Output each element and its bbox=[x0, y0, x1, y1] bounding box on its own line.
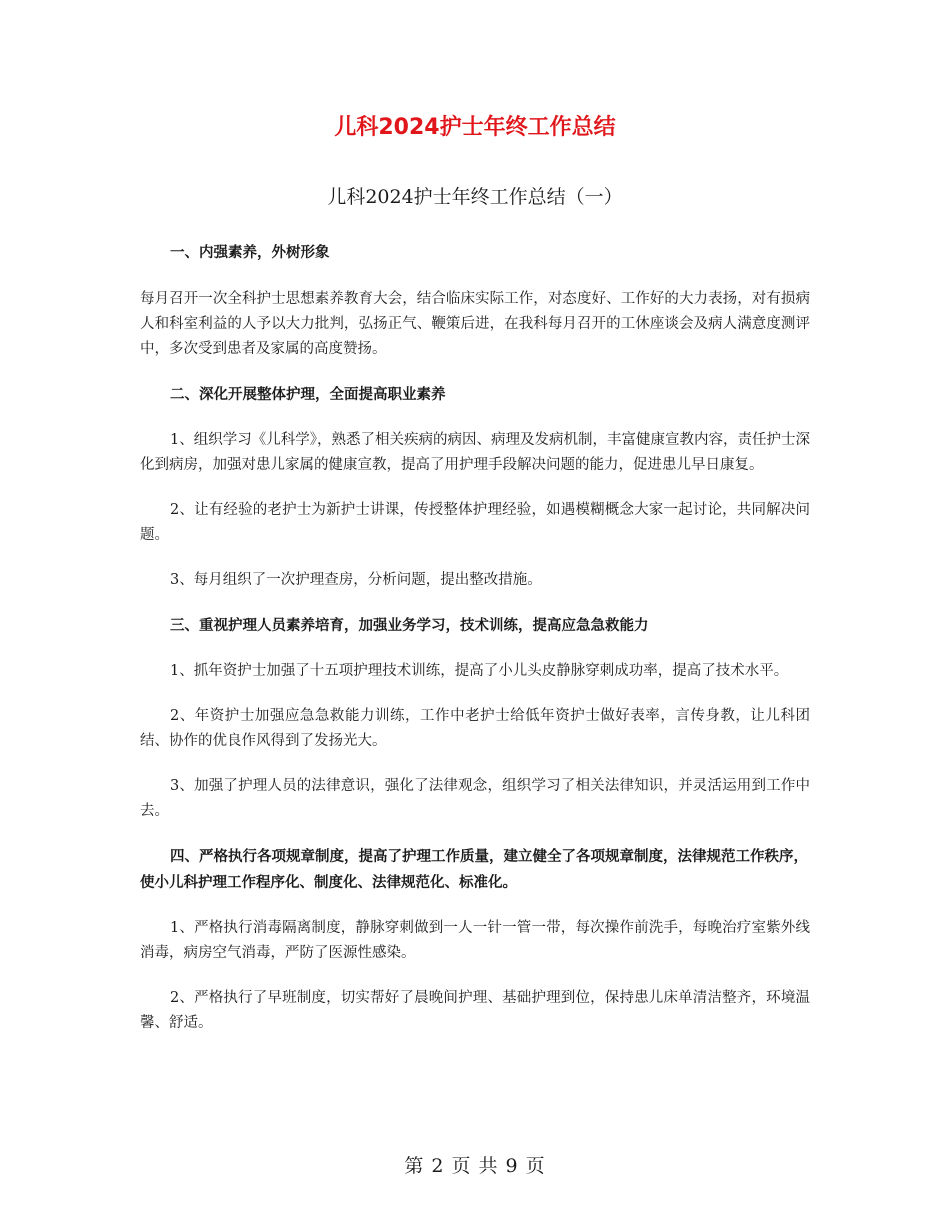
section-heading-2: 二、深化开展整体护理，全面提高职业素养 bbox=[170, 387, 446, 403]
paragraph: 3、每月组织了一次护理查房，分析问题，提出整改措施。 bbox=[170, 572, 542, 588]
document-title: 儿科2024护士年终工作总结 bbox=[334, 115, 616, 140]
document-body bbox=[140, 240, 810, 1036]
section-heading-3: 三、重视护理人员素养培育，加强业务学习，技术训练，提高应急急救能力 bbox=[170, 618, 649, 634]
document-subtitle: 儿科2024护士年终工作总结（一） bbox=[327, 186, 623, 208]
section-heading-1: 一、内强素养，外树形象 bbox=[170, 245, 330, 261]
paragraph: 1、严格执行消毒隔离制度，静脉穿刺做到一人一针一管一带，每次操作前洗手，每晚治疗室紫外线消毒，病房空气消毒，严防了医源性感染。 bbox=[140, 920, 810, 961]
paragraph: 2、严格执行了早班制度，切实帮好了晨晚间护理、基础护理到位，保持患儿床单清洁整齐，环境温馨、舒适。 bbox=[140, 990, 810, 1031]
section-heading-4: 四、严格执行各项规章制度，提高了护理工作质量，建立健全了各项规章制度，法律规范工作秩序，使小儿科护理工作程序化、制度化、法律规范化、标准化。 bbox=[140, 849, 808, 891]
paragraph: 1、组织学习《儿科学》，熟悉了相关疾病的病因、病理及发病机制，丰富健康宣教内容，责任护士深化到病房，加强对患儿家属的健康宣教，提高了用护理手段解决问题的能力，促进患儿早日康复。 bbox=[140, 432, 810, 473]
paragraph: 1、抓年资护士加强了十五项护理技术训练，提高了小儿头皮静脉穿刺成功率，提高了技术水平。 bbox=[170, 663, 789, 679]
paragraph: 2、让有经验的老护士为新护士讲课，传授整体护理经验，如遇模糊概念大家一起讨论，共同解决问题。 bbox=[140, 502, 810, 543]
paragraph: 每月召开一次全科护士思想素养教育大会，结合临床实际工作，对态度好、工作好的大力表扬，对有损病人和科室利益的人予以大力批判，弘扬正气、鞭策后进，在我科每月召开的工休座谈会及病人满意度测评中，多次受到患者及家属的高度赞扬。 bbox=[140, 291, 810, 357]
paragraph: 2、年资护士加强应急急救能力训练，工作中老护士给低年资护士做好表率，言传身教，让儿科团结、协作的优良作风得到了发扬光大。 bbox=[140, 708, 810, 749]
page-number-footer: 第 2 页 共 9 页 bbox=[404, 1155, 546, 1177]
paragraph: 3、加强了护理人员的法律意识，强化了法律观念，组织学习了相关法律知识，并灵活运用到工作中去。 bbox=[140, 778, 810, 819]
